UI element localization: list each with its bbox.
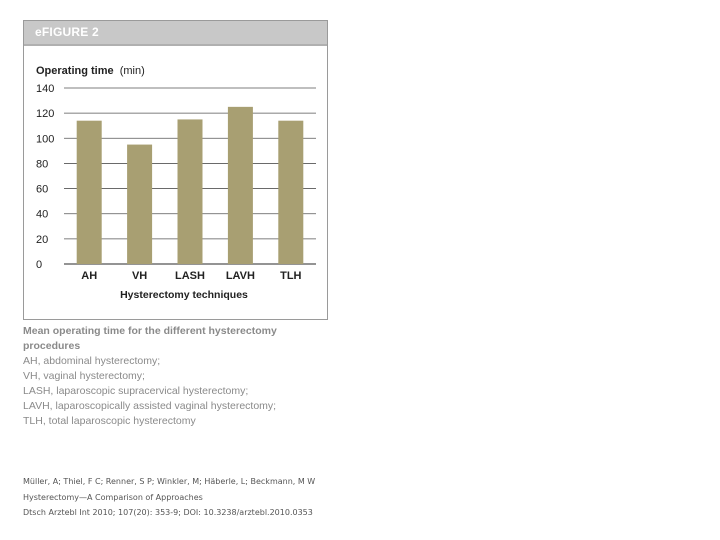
- citation-authors: Müller, A; Thiel, F C; Renner, S P; Winkler, M; Häberle, L; Beckmann, M W: [23, 477, 316, 486]
- x-tick-label: LAVH: [225, 270, 255, 282]
- caption-line: LAVH, laparoscopically assisted vaginal hysterectomy;: [23, 400, 277, 412]
- y-tick-labels: [36, 83, 54, 271]
- caption-title-line1: Mean operating time for the different hysterectomy: [23, 325, 277, 337]
- y-tick-label: 20: [36, 233, 49, 246]
- bar-vh: [127, 145, 152, 264]
- y-tick-label: 120: [36, 108, 55, 121]
- bar-lavh: [228, 107, 253, 264]
- y-tick-label: 80: [36, 158, 49, 171]
- figure-panel: [23, 20, 328, 320]
- y-tick-label: 100: [36, 133, 55, 146]
- bar-lash: [178, 119, 203, 264]
- citation-title: Hysterectomy—A Comparison of Approaches: [23, 493, 203, 502]
- x-tick-label: VH: [131, 270, 148, 282]
- x-axis-label: Hysterectomy techniques: [120, 289, 248, 301]
- y-tick-label: 60: [36, 183, 49, 196]
- citation-source: Dtsch Arztebl Int 2010; 107(20): 353-9; DOI: 10.3238/arztebl.2010.0353: [23, 508, 313, 517]
- chart-title: [36, 65, 145, 77]
- caption-title-line2: procedures: [23, 340, 81, 352]
- chart-title-bold: Operating time: [36, 65, 114, 77]
- y-tick-label: 140: [36, 83, 55, 95]
- caption-line: VH, vaginal hysterectomy;: [23, 370, 145, 382]
- y-tick-label: 0: [36, 259, 43, 271]
- x-tick-label: LASH: [175, 270, 205, 282]
- caption-line: LASH, laparoscopic supracervical hysterectomy;: [23, 385, 249, 397]
- caption-line: TLH, total laparoscopic hysterectomy: [23, 415, 196, 427]
- bars: [77, 107, 304, 264]
- bar-tlh: [278, 121, 303, 264]
- x-tick-label: AH: [81, 270, 98, 282]
- x-tick-label: TLH: [280, 270, 302, 282]
- x-tick-labels: [81, 270, 301, 282]
- caption-line: AH, abdominal hysterectomy;: [23, 355, 161, 367]
- bar-ah: [77, 121, 102, 264]
- chart-title-unit: (min): [119, 65, 145, 77]
- figure-label: eFIGURE 2: [35, 25, 99, 39]
- bar-chart: [24, 21, 329, 321]
- y-tick-label: 40: [36, 208, 49, 221]
